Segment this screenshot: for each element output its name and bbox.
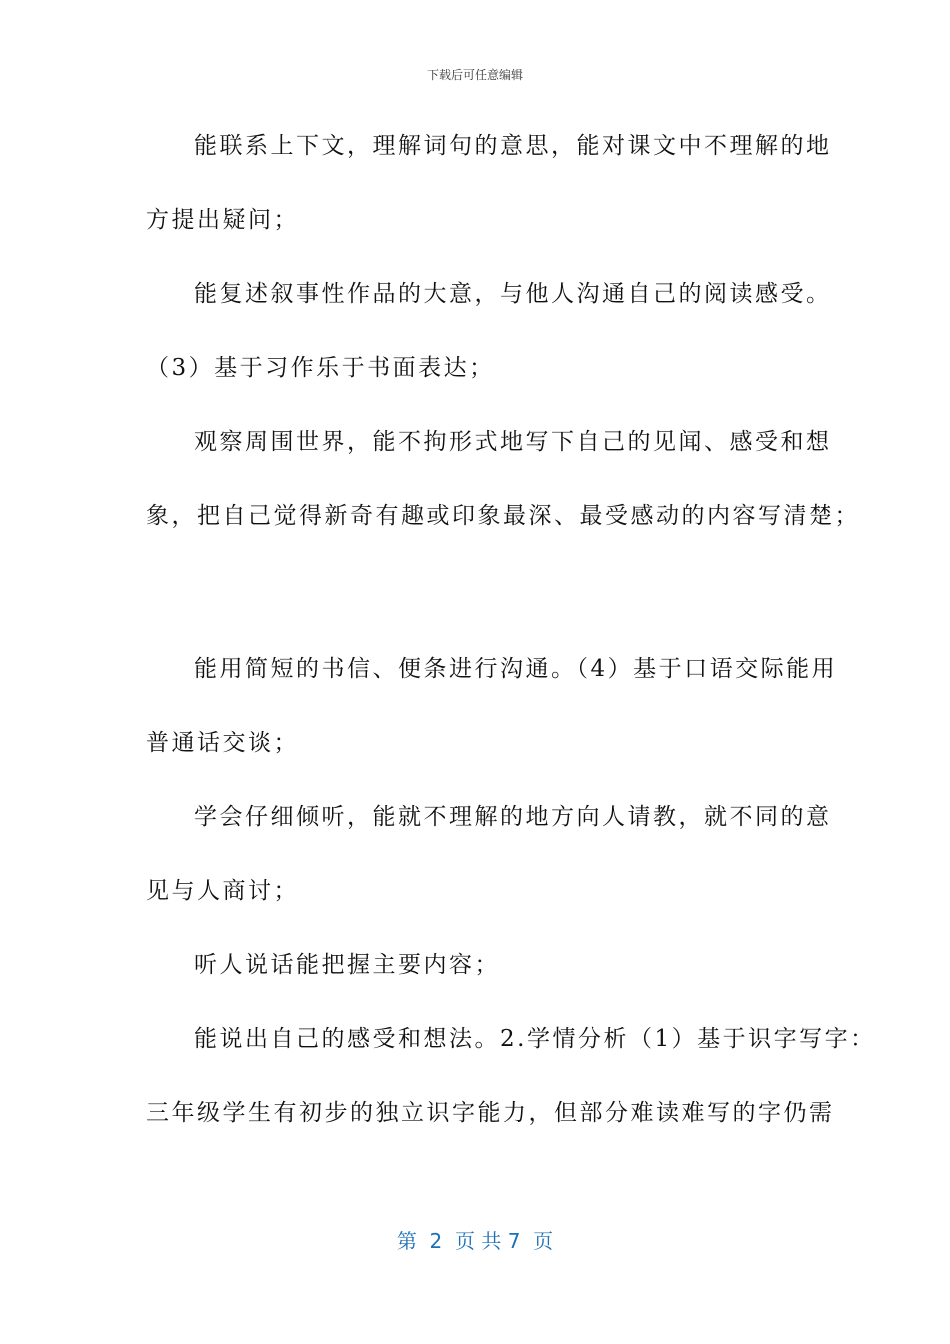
body-line-2: 方提出疑问； <box>146 207 299 233</box>
body-line-3: 能复述叙事性作品的大意，与他人沟通自己的阅读感受。 <box>194 281 832 307</box>
body-line-5: 观察周围世界，能不拘形式地写下自己的见闻、感受和想 <box>194 429 832 455</box>
page-header: 下载后可任意编辑 <box>426 68 523 82</box>
body-line-8: 普通话交谈； <box>146 730 299 756</box>
body-line-9: 学会仔细倾听，能就不理解的地方向人请教，就不同的意 <box>194 804 832 830</box>
body-line-11: 听人说话能把握主要内容； <box>194 952 500 978</box>
body-line-10: 见与人商讨； <box>146 878 299 904</box>
body-line-13: 三年级学生有初步的独立识字能力，但部分难读难写的字仍需 <box>146 1100 835 1126</box>
body-line-7: 能用简短的书信、便条进行沟通。（4）基于口语交际能用 <box>194 656 838 682</box>
body-line-12: 能说出自己的感受和想法。2.学情分析（1）基于识字写字： <box>194 1026 876 1052</box>
body-line-6: 象，把自己觉得新奇有趣或印象最深、最受感动的内容写清楚； <box>146 503 860 529</box>
section-heading-3: （3）基于习作乐于书面表达； <box>146 355 495 381</box>
page-footer: 第 2 页 共 7 页 <box>396 1229 554 1253</box>
body-line-1: 能联系上下文，理解词句的意思，能对课文中不理解的地 <box>194 133 832 159</box>
